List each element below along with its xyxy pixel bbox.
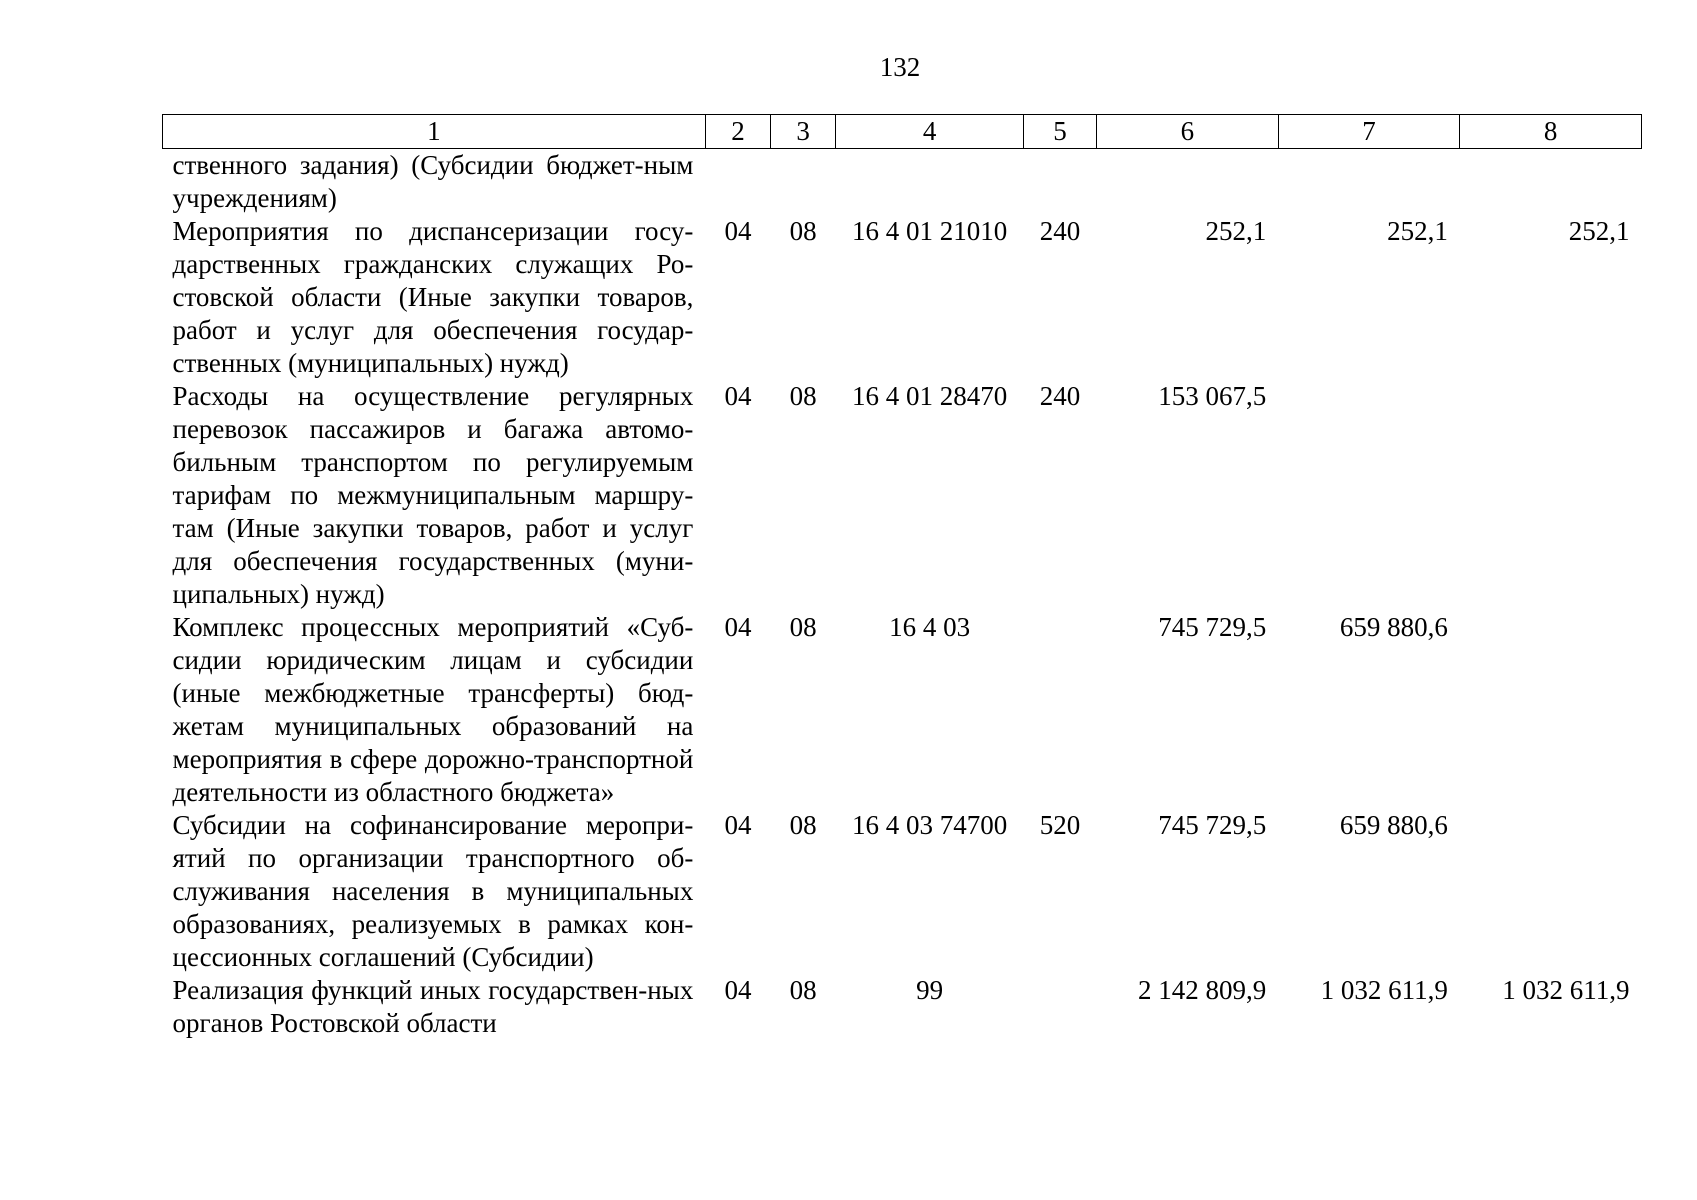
- row-target-code: 16 4 03 74700: [851, 810, 1008, 840]
- budget-table: [162, 114, 1642, 1040]
- column-header-7: 7: [1278, 115, 1460, 149]
- page-number: 132: [879, 52, 921, 82]
- row-amount-year1: [1097, 149, 1279, 216]
- table-row: [163, 149, 1642, 216]
- row-amount-year1: 252,1: [1205, 216, 1267, 246]
- row-amount-year1: 2 142 809,9: [1137, 975, 1267, 1005]
- row-amount-year2: 252,1: [1387, 216, 1448, 246]
- row-section-code: 04: [724, 810, 752, 840]
- row-amount-year3: [1460, 149, 1642, 216]
- row-subsection-code: 08: [789, 381, 817, 411]
- table-row: [163, 380, 1642, 611]
- column-header-5: 5: [1023, 115, 1096, 149]
- row-target-code: 16 4 01 21010: [851, 216, 1008, 246]
- header-row: [163, 115, 1642, 149]
- row-section-code: 04: [724, 612, 752, 642]
- row-subsection-code: [771, 149, 836, 216]
- row-amount-year1: 745 729,5: [1158, 612, 1267, 642]
- table-row: [163, 611, 1642, 809]
- row-subsection-code: 08: [789, 810, 817, 840]
- row-subsection-code: 08: [789, 216, 817, 246]
- column-header-3: 3: [771, 115, 836, 149]
- row-amount-year2: 1 032 611,9: [1320, 975, 1448, 1005]
- row-name: ственного задания) (Субсидии бюджет-ным учреждениям): [172, 150, 694, 213]
- row-target-code: 16 4 03: [889, 612, 971, 642]
- row-expense-type: [1023, 149, 1096, 216]
- row-section-code: 04: [724, 216, 752, 246]
- row-amount-year3: [1460, 809, 1642, 974]
- column-header-4: 4: [836, 115, 1024, 149]
- row-section-code: 04: [724, 975, 752, 1005]
- row-target-code: [836, 149, 1024, 216]
- row-amount-year2: 659 880,6: [1339, 612, 1448, 642]
- row-expense-type: [1023, 974, 1096, 1040]
- row-amount-year2: 659 880,6: [1339, 810, 1448, 840]
- row-name: Субсидии на софинансирование меропри-ятий по организации транспортного об-служивания населения в муниципальных образованиях, реализуемых в рамках кон-цессионных соглашений (Субсидии): [172, 810, 694, 972]
- row-subsection-code: 08: [789, 612, 817, 642]
- row-amount-year3: [1460, 611, 1642, 809]
- row-amount-year2: [1278, 149, 1460, 216]
- table-row: [163, 215, 1642, 380]
- row-name: Реализация функций иных государствен-ных органов Ростовской области: [172, 975, 694, 1038]
- row-amount-year1: 745 729,5: [1158, 810, 1267, 840]
- table-body: [163, 149, 1642, 1041]
- table-header: [163, 115, 1642, 149]
- column-header-1: 1: [163, 115, 706, 149]
- row-target-code: 16 4 01 28470: [851, 381, 1008, 411]
- column-header-2: 2: [705, 115, 770, 149]
- table-row: [163, 809, 1642, 974]
- column-header-8: 8: [1460, 115, 1642, 149]
- row-expense-type: 240: [1039, 381, 1081, 411]
- row-amount-year2: [1278, 380, 1460, 611]
- row-amount-year3: 1 032 611,9: [1502, 975, 1630, 1005]
- row-amount-year1: 153 067,5: [1158, 381, 1267, 411]
- row-amount-year3: [1460, 380, 1642, 611]
- row-expense-type: 240: [1039, 216, 1081, 246]
- row-subsection-code: 08: [789, 975, 817, 1005]
- row-amount-year3: 252,1: [1568, 216, 1630, 246]
- row-expense-type: 520: [1039, 810, 1081, 840]
- row-name: Комплекс процессных мероприятий «Суб-сидии юридическим лицам и субсидии (иные межбюджетные трансферты) бюд-жетам муниципальных образований на мероприятия в сфере дорожно-транспортной деятельности из областного бюджета»: [172, 612, 694, 807]
- row-name: Расходы на осуществление регулярных перевозок пассажиров и багажа автомо-бильным транспортом по регулируемым тарифам по межмуниципальным маршру-там (Иные закупки товаров, работ и услуг для обеспечения государственных (муни-ципальных) нужд): [172, 381, 694, 609]
- row-section-code: 04: [724, 381, 752, 411]
- row-target-code: 99: [916, 975, 944, 1005]
- row-name: Мероприятия по диспансеризации госу-дарственных гражданских служащих Ро-стовской области (Иные закупки товаров, работ и услуг для обеспечения государ-ственных (муниципальных) нужд): [172, 216, 694, 378]
- row-section-code: [705, 149, 770, 216]
- table-row: [163, 974, 1642, 1040]
- row-expense-type: [1023, 611, 1096, 809]
- column-header-6: 6: [1097, 115, 1279, 149]
